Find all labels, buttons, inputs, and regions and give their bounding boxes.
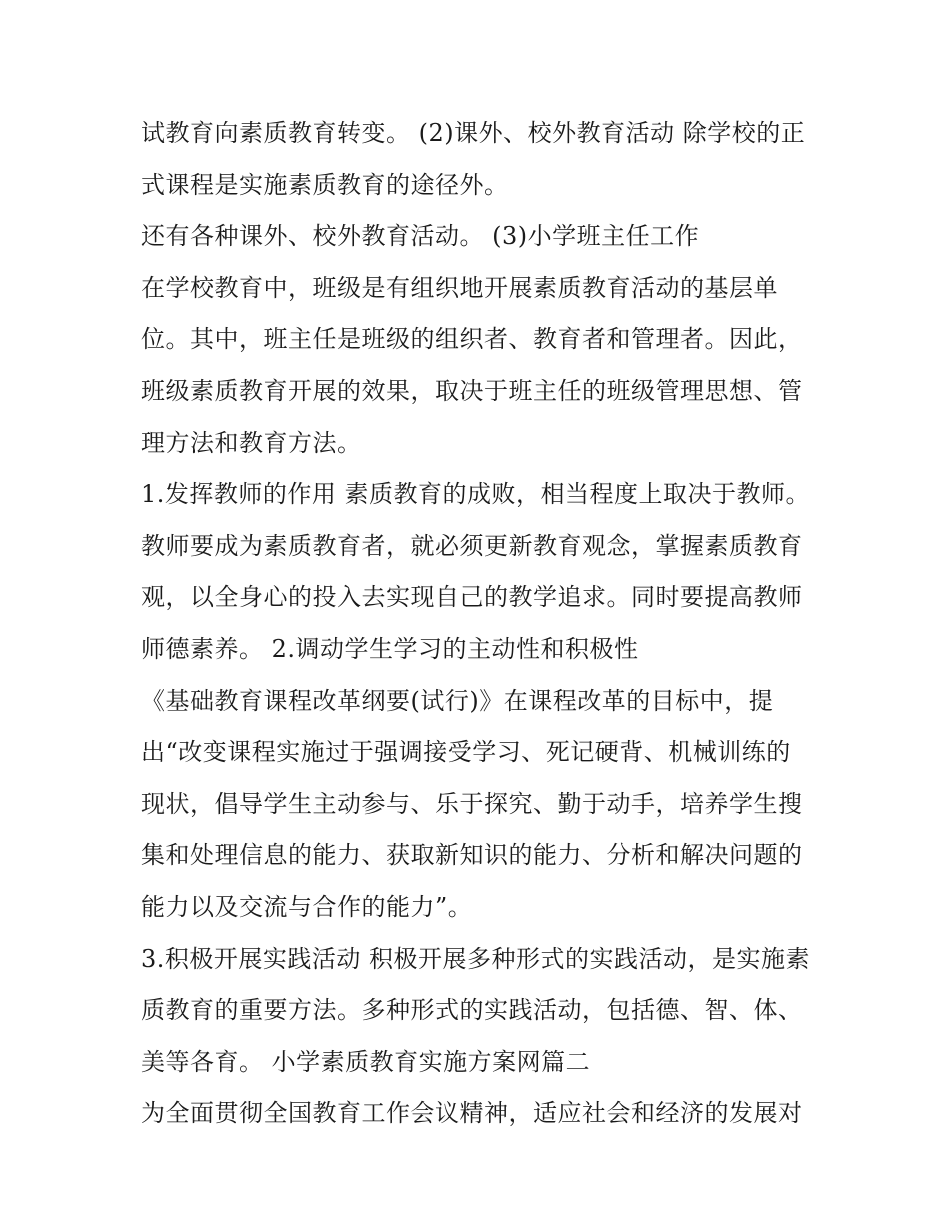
text-line: 式课程是实施素质教育的途径外。 [141,170,509,199]
text-line: 出“改变课程实施过于强调接受学习、死记硬背、机械训练的 [141,738,791,767]
text-line: 美等各育。 小学素质教育实施方案网篇二 [141,1047,591,1076]
text-line: 集和处理信息的能力、获取新知识的能力、分析和解决问题的 [141,841,803,870]
text-line: 《基础教育课程改革纲要(试行)》在课程改革的目标中，提 [141,686,774,715]
text-line: 位。其中，班主任是班级的组织者、教育者和管理者。因此， [141,325,803,354]
text-line: 在学校教育中，班级是有组织地开展素质教育活动的基层单 [141,273,778,302]
text-line: 1.发挥教师的作用 素质教育的成败，相当程度上取决于教师。 [141,480,811,509]
text-line: 还有各种课外、校外教育活动。 (3)小学班主任工作 [141,222,700,251]
text-line: 为全面贯彻全国教育工作会议精神，适应社会和经济的发展对 [141,1099,803,1128]
text-line: 3.积极开展实践活动 积极开展多种形式的实践活动，是实施素 [141,944,811,973]
document-body [141,108,841,1140]
text-line: 教师要成为素质教育者，就必须更新教育观念，掌握素质教育 [141,531,803,560]
text-line: 现状，倡导学生主动参与、乐于探究、勤于动手，培养学生搜 [141,789,803,818]
text-line: 能力以及交流与合作的能力”。 [141,892,473,921]
text-line: 质教育的重要方法。多种形式的实践活动，包括德、智、体、 [141,996,803,1025]
text-line: 试教育向素质教育转变。 (2)课外、校外教育活动 除学校的正 [141,119,806,147]
text-line: 观，以全身心的投入去实现自己的教学追求。同时要提高教师 [141,583,803,612]
text-line: 理方法和教育方法。 [141,428,362,457]
text-line: 班级素质教育开展的效果，取决于班主任的班级管理思想、管 [141,376,803,405]
text-line: 师德素养。 2.调动学生学习的主动性和积极性 [141,634,639,663]
